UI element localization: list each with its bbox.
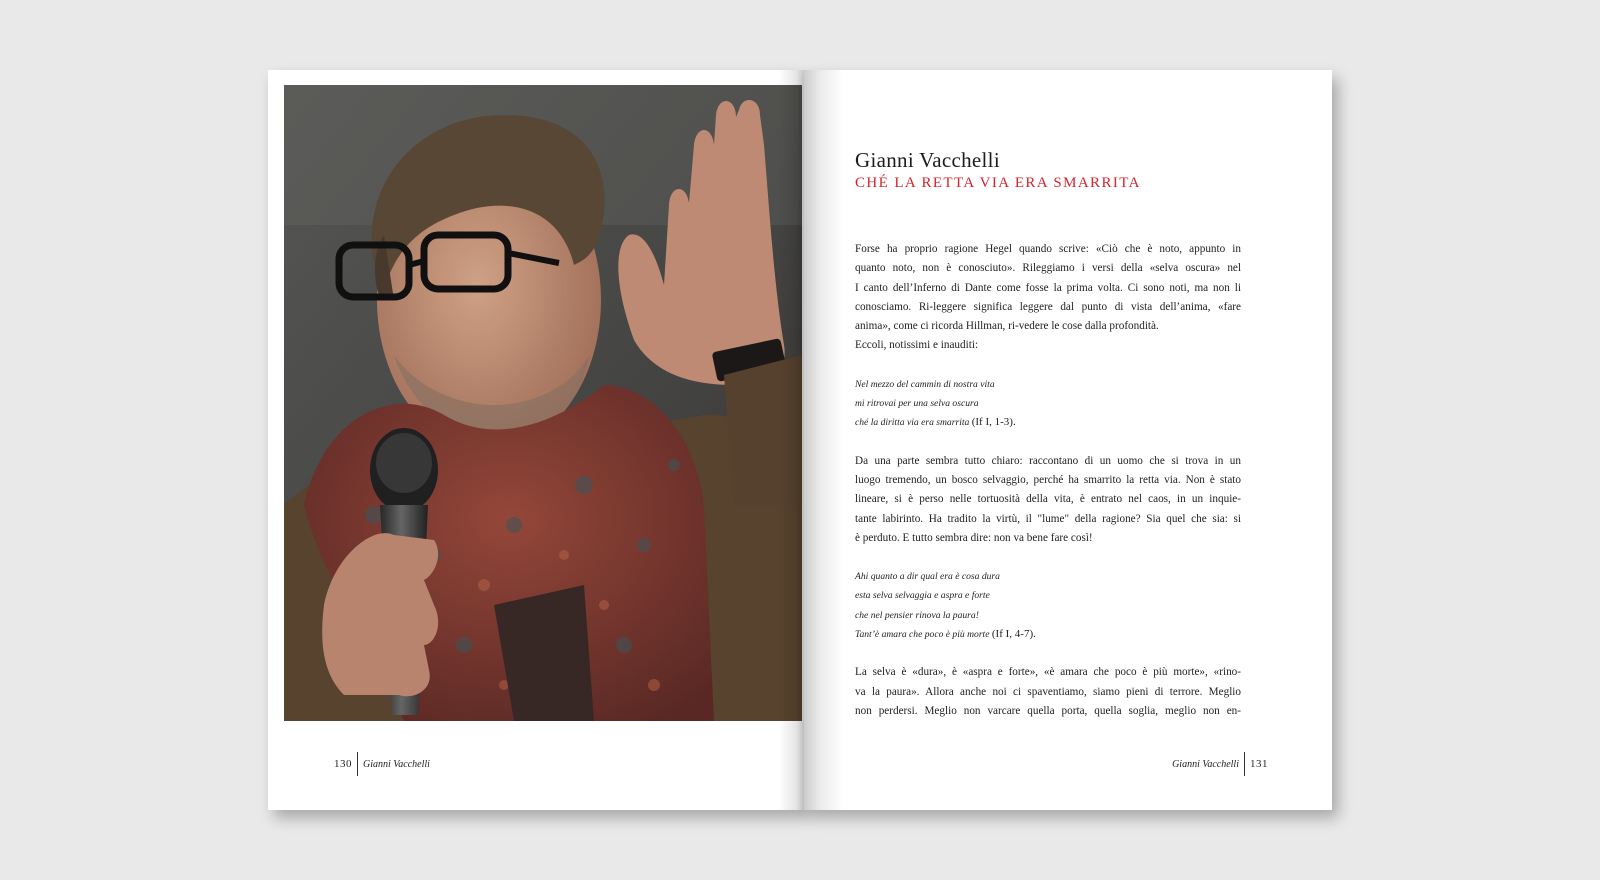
paragraph-2 xyxy=(855,452,1241,548)
page-number-left: 130 xyxy=(334,758,352,770)
paragraph-1 xyxy=(855,240,1241,356)
text-line: conosciamo. Ri-leggere significa leggere dal punto di vista dell’anima, «fare xyxy=(855,300,1241,313)
author-name: Gianni Vacchelli xyxy=(855,148,1000,172)
left-page xyxy=(268,70,804,810)
gutter-shadow-right xyxy=(804,70,844,810)
text-line: luogo tremendo, un bosco selvaggio, perché ha smarrito la retta via. Non è stato xyxy=(855,473,1241,486)
verse-reference: (If I, 4-7). xyxy=(991,628,1036,641)
text-line: lineare, si è perso nelle tortuosità della vita, è entrato nel caos, in un inquie- xyxy=(855,493,1241,506)
verse-quote-1 xyxy=(855,375,1241,433)
verse-line: Ahi quanto a dir qual era è cosa dura xyxy=(855,571,1000,583)
text-line: è perduto. E tutto sembra dire: non va bene fare così! xyxy=(855,531,1093,544)
text-line: Forse ha proprio ragione Hegel quando scrive: «Ciò che è noto, appunto in xyxy=(855,243,1241,255)
verse-reference: (If I, 1-3). xyxy=(971,416,1016,429)
running-head-left: Gianni Vacchelli xyxy=(363,758,430,770)
book-spread xyxy=(268,70,1332,810)
body-text xyxy=(855,240,1241,721)
text-line: quanto noto, non è conosciuto». Rileggiamo i versi della «selva oscura» nel xyxy=(855,262,1241,275)
verse-line: esta selva selvaggia e aspra e forte xyxy=(855,590,990,602)
right-folio xyxy=(1172,752,1268,776)
folio-divider xyxy=(357,752,358,776)
folio-divider xyxy=(1244,752,1245,776)
running-head-right: Gianni Vacchelli xyxy=(1172,758,1239,770)
text-line: Eccoli, notissimi e inauditi: xyxy=(855,339,979,352)
text-line: anima», come ci ricorda Hillman, ri-vedere le cose dalla profondità. xyxy=(855,320,1159,333)
text-line: La selva è «dura», è «aspra e forte», «è amara che poco è più morte», «rino- xyxy=(855,666,1241,679)
paragraph-3 xyxy=(855,663,1241,721)
text-line: tante labirinto. Ha tradito la virtù, il "lume" della ragione? Sia quel che sia: si xyxy=(855,512,1241,525)
verse-quote-2 xyxy=(855,567,1241,644)
chapter-title: CHÉ LA RETTA VIA ERA SMARRITA xyxy=(855,175,1141,191)
verse-line: mi ritrovai per una selva oscura xyxy=(855,398,979,410)
text-line: non perdersi. Meglio non varcare quella porta, quella soglia, meglio non en- xyxy=(855,704,1241,717)
author-photo xyxy=(284,85,802,721)
verse-line: ché la diritta via era smarrita xyxy=(855,417,970,429)
page-number-right: 131 xyxy=(1250,758,1268,770)
text-line: Da una parte sembra tutto chiaro: raccontano di un uomo che si trova in un xyxy=(855,454,1241,467)
verse-line: Nel mezzo del cammin di nostra vita xyxy=(855,378,995,390)
left-folio xyxy=(334,752,430,776)
text-line: I canto dell’Inferno di Dante come fosse la prima volta. Ci sono noti, ma non li xyxy=(855,281,1241,294)
verse-line: Tant’è amara che poco è più morte xyxy=(855,629,990,641)
verse-line: che nel pensier rinova la paura! xyxy=(855,609,979,621)
text-line: va la paura». Allora anche noi ci spaventiamo, siamo pieni di terrore. Meglio xyxy=(855,685,1241,698)
